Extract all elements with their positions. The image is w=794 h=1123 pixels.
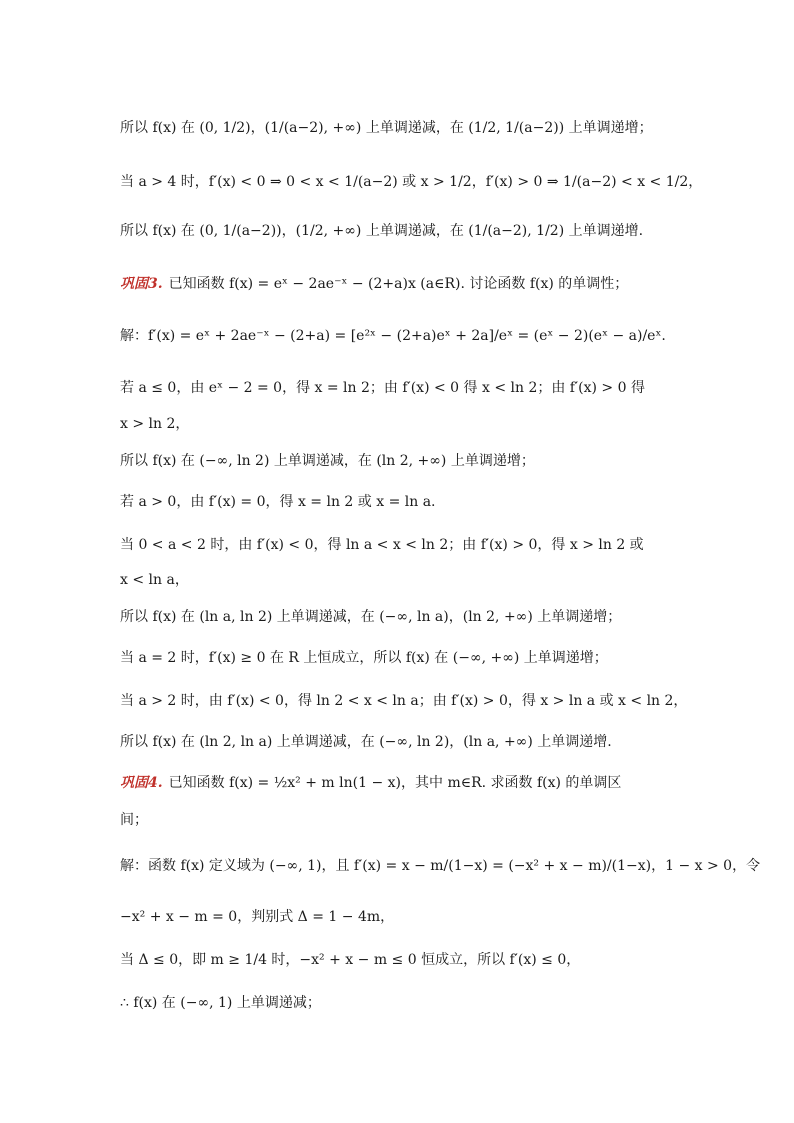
text-line: −x² + x − m = 0，判别式 Δ = 1 − 4m， bbox=[120, 909, 395, 925]
text-line: x < ln a， bbox=[120, 572, 189, 588]
text-line: 当 a = 2 时，f′(x) ≥ 0 在 R 上恒成立，所以 f(x) 在 (−∞, +∞) 上单调递增； bbox=[120, 650, 608, 666]
text-line: 当 a > 4 时，f′(x) < 0 ⇒ 0 < x < 1/(a−2) 或 x > 1/2，f′(x) > 0 ⇒ 1/(a−2) < x < 1/2， bbox=[120, 174, 703, 190]
text-line: 若 a > 0，由 f′(x) = 0，得 x = ln 2 或 x = ln a. bbox=[120, 494, 436, 510]
text-line: 若 a ≤ 0，由 eˣ − 2 = 0，得 x = ln 2；由 f′(x) < 0 得 x < ln 2；由 f′(x) > 0 得 bbox=[120, 380, 645, 396]
exercise-tag: 巩固4. bbox=[120, 775, 163, 791]
text-line: ∴ f(x) 在 (−∞, 1) 上单调递减； bbox=[120, 995, 321, 1011]
text-line: 所以 f(x) 在 (−∞, ln 2) 上单调递减，在 (ln 2, +∞) 上单调递增； bbox=[120, 453, 535, 469]
exercise-tag: 巩固3. bbox=[120, 276, 163, 292]
text-line: 所以 f(x) 在 (0, 1/(a−2))，(1/2, +∞) 上单调递减，在 (1/(a−2), 1/2) 上单调递增. bbox=[120, 223, 644, 239]
text-line: 所以 f(x) 在 (0, 1/2)，(1/(a−2), +∞) 上单调递减，在 (1/2, 1/(a−2)) 上单调递增； bbox=[120, 120, 653, 136]
text-line: 所以 f(x) 在 (ln 2, ln a) 上单调递减，在 (−∞, ln 2)，(ln a, +∞) 上单调递增. bbox=[120, 734, 612, 750]
text-line: 间； bbox=[120, 812, 148, 828]
text-line: 解：f′(x) = eˣ + 2ae⁻ˣ − (2+a) = [e²ˣ − (2+a)eˣ + 2a]/eˣ = (eˣ − 2)(eˣ − a)/eˣ. bbox=[120, 328, 666, 344]
exercise-heading: 巩固4. 已知函数 f(x) = ½x² + m ln(1 − x)，其中 m∈R. 求函数 f(x) 的单调区 bbox=[120, 775, 622, 791]
text-line: x > ln 2， bbox=[120, 416, 190, 432]
text-line: 所以 f(x) 在 (ln a, ln 2) 上单调递减，在 (−∞, ln a)，(ln 2, +∞) 上单调递增； bbox=[120, 609, 622, 625]
text-line: 解：函数 f(x) 定义域为 (−∞, 1)，且 f′(x) = x − m/(1−x) = (−x² + x − m)/(1−x)，1 − x > 0，令 bbox=[120, 858, 761, 874]
text-line: 当 0 < a < 2 时，由 f′(x) < 0，得 ln a < x < ln 2；由 f′(x) > 0，得 x > ln 2 或 bbox=[120, 537, 644, 553]
exercise-heading: 巩固3. 已知函数 f(x) = eˣ − 2ae⁻ˣ − (2+a)x (a∈R). 讨论函数 f(x) 的单调性； bbox=[120, 276, 629, 292]
text-line: 当 a > 2 时，由 f′(x) < 0，得 ln 2 < x < ln a；由 f′(x) > 0，得 x > ln a 或 x < ln 2， bbox=[120, 693, 688, 709]
text-line: 当 Δ ≤ 0，即 m ≥ 1/4 时，−x² + x − m ≤ 0 恒成立，所以 f′(x) ≤ 0， bbox=[120, 952, 581, 968]
